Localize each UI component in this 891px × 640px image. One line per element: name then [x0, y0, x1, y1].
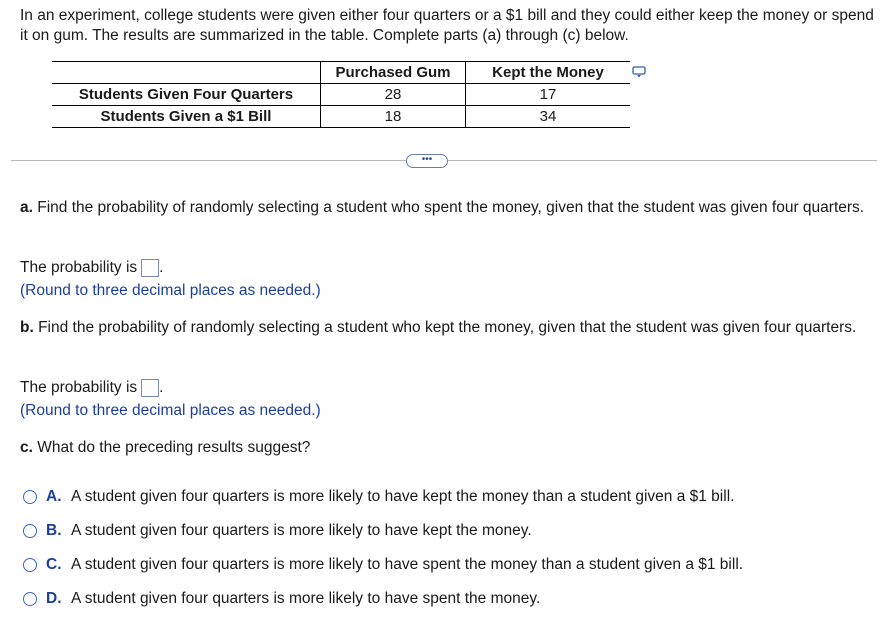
question-text: What do the preceding results suggest?: [32, 439, 311, 456]
answer-input-a[interactable]: [141, 259, 159, 277]
table-cell: 17: [466, 84, 631, 106]
answer-line-a: [20, 258, 163, 278]
question-a: [20, 198, 870, 218]
answer-suffix: .: [159, 259, 164, 276]
option-letter: C.: [46, 556, 62, 573]
copy-table-icon[interactable]: [632, 66, 647, 78]
answer-suffix: .: [159, 379, 164, 396]
question-c: [20, 438, 870, 458]
option-d[interactable]: [23, 588, 540, 610]
question-letter: b.: [20, 319, 34, 336]
row-header: Students Given Four Quarters: [52, 84, 321, 106]
table-cell: 18: [321, 106, 466, 128]
table-cell: 34: [466, 106, 631, 128]
table-cell: 28: [321, 84, 466, 106]
expand-more-button[interactable]: •••: [406, 154, 448, 168]
option-c[interactable]: [23, 554, 743, 576]
question-b: [20, 318, 870, 338]
option-letter: A.: [46, 488, 62, 505]
answer-line-b: [20, 378, 163, 398]
answer-input-b[interactable]: [141, 379, 159, 397]
radio-button[interactable]: [23, 592, 37, 606]
question-text: Find the probability of randomly selecting a student who kept the money, given that the student was given four quarters.: [33, 319, 857, 336]
question-text: Find the probability of randomly selecting a student who spent the money, given that the student was given four quarters.: [32, 199, 865, 216]
option-b[interactable]: [23, 520, 532, 542]
row-header: Students Given a $1 Bill: [52, 106, 321, 128]
table-row: [52, 84, 630, 106]
option-text: A student given four quarters is more likely to have spent the money than a student given a $1 bill.: [71, 556, 744, 573]
radio-button[interactable]: [23, 524, 37, 538]
table-corner: [52, 62, 321, 84]
option-letter: D.: [46, 590, 62, 607]
radio-button[interactable]: [23, 558, 37, 572]
round-note-a: (Round to three decimal places as needed.): [20, 282, 321, 299]
column-header: Purchased Gum: [321, 62, 466, 84]
round-note-b: (Round to three decimal places as needed.): [20, 402, 321, 419]
column-header: Kept the Money: [466, 62, 631, 84]
data-table: [52, 61, 630, 128]
answer-prefix: The probability is: [20, 259, 138, 276]
option-a[interactable]: [23, 486, 734, 508]
question-letter: a.: [20, 199, 33, 216]
answer-prefix: The probability is: [20, 379, 138, 396]
table-row: [52, 106, 630, 128]
radio-button[interactable]: [23, 490, 37, 504]
option-letter: B.: [46, 522, 62, 539]
problem-intro: In an experiment, college students were given either four quarters or a $1 bill and they could either keep the money or spend it on gum. The results are summarized in the table. Complete parts (a) through (c) below.: [20, 7, 874, 44]
option-text: A student given four quarters is more likely to have kept the money.: [71, 522, 532, 539]
question-letter: c.: [20, 439, 33, 456]
option-text: A student given four quarters is more likely to have kept the money than a student given a $1 bill.: [71, 488, 735, 505]
option-text: A student given four quarters is more likely to have spent the money.: [71, 590, 541, 607]
